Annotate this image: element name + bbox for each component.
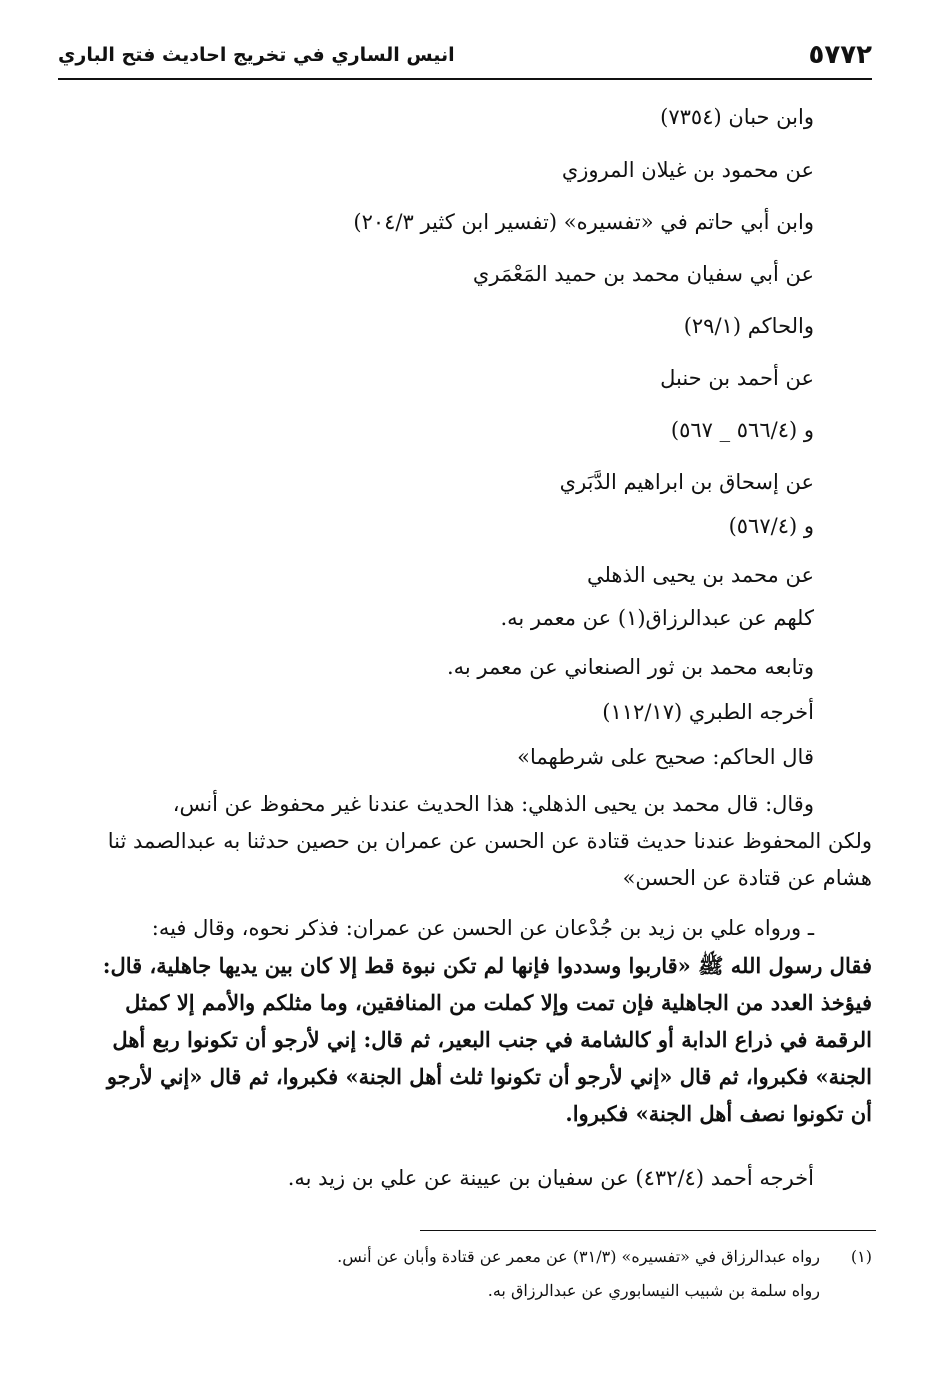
paragraph-dhuhli: [76, 786, 872, 897]
book-title: انيس الساري في تخريج احاديث فتح الباري: [58, 44, 455, 66]
closing-line: أخرجه أحمد (٤٣٢/٤) عن سفيان بن عيينة عن علي بن زيد به.: [287, 1166, 814, 1190]
paragraph-line: هشام عن قتادة عن الحسن»: [622, 866, 872, 890]
text-line: أخرجه الطبري (١١٢/١٧): [602, 700, 814, 724]
paragraph-line: وقال: قال محمد بن يحيى الذهلي: هذا الحديث عندنا غير محفوظ عن أنس،: [172, 792, 814, 816]
footnote-text: رواه عبدالرزاق في «تفسيره» (٣١/٣) عن معمر عن قتادة وأبان عن أنس.: [337, 1247, 820, 1266]
running-header: [58, 32, 872, 80]
paragraph-line: فقال رسول الله ﷺ «قاربوا وسددوا فإنها لم تكن نبوة قط إلا كان بين يديها جاهلية، قال:: [102, 953, 872, 978]
text-line: والحاكم (٢٩/١): [683, 314, 814, 338]
text-line: قال الحاكم: صحيح على شرطهما»: [517, 745, 814, 769]
text-line: وابن أبي حاتم في «تفسيره» (تفسير ابن كثير ٢٠٤/٣): [353, 210, 814, 234]
paragraph-line: ولكن المحفوظ عندنا حديث قتادة عن الحسن عن عمران بن حصين حدثنا به عبدالصمد ثنا: [107, 829, 872, 853]
text-line: عن محمد بن يحيى الذهلي: [586, 563, 814, 587]
paragraph-line: فيؤخذ العدد من الجاهلية فإن تمت وإلا كملت من المنافقين، وما مثلكم والأمم إلا كمثل: [125, 990, 872, 1015]
text-line: عن أبي سفيان محمد بن حميد المَعْمَري: [472, 262, 814, 286]
footnote-text: رواه سلمة بن شبيب النيسابوري عن عبدالرزاق به.: [487, 1281, 820, 1300]
text-line: و (٥٦٦/٤ _ ٥٦٧): [670, 418, 814, 442]
text-line: عن إسحاق بن ابراهيم الدَّبَري: [559, 470, 814, 494]
footnote-1-continued: [100, 1279, 872, 1303]
paragraph-ali-ibn-zayd: [76, 910, 872, 1132]
footnote-number: (١): [850, 1247, 872, 1266]
paragraph-line: الرقمة في ذراع الدابة أو كالشامة في جنب البعير، ثم قال: إني لأرجو أن تكونوا ربع أهل: [112, 1027, 872, 1052]
paragraph-line: أن تكونوا نصف أهل الجنة» فكبروا.: [565, 1101, 872, 1126]
footnote-1: [100, 1245, 872, 1269]
paragraph-line: الجنة» فكبروا، ثم قال «إني لأرجو أن تكونوا ثلث أهل الجنة» فكبروا، ثم قال «إني لأرجو: [106, 1064, 872, 1089]
page-number: ٥٧٧٢: [808, 40, 872, 70]
text-line: عن أحمد بن حنبل: [660, 366, 814, 390]
text-line: عن محمود بن غيلان المروزي: [561, 158, 814, 182]
text-line: كلهم عن عبدالرزاق(١) عن معمر به.: [500, 606, 814, 630]
footnote-separator: [420, 1230, 876, 1231]
paragraph-line: ـ ورواه علي بن زيد بن جُدْعان عن الحسن عن عمران: فذكر نحوه، وقال فيه:: [151, 916, 814, 940]
text-line: وابن حبان (٧٣٥٤): [660, 105, 814, 129]
text-line: و (٥٦٧/٤): [728, 514, 814, 538]
text-line: وتابعه محمد بن ثور الصنعاني عن معمر به.: [446, 655, 814, 679]
